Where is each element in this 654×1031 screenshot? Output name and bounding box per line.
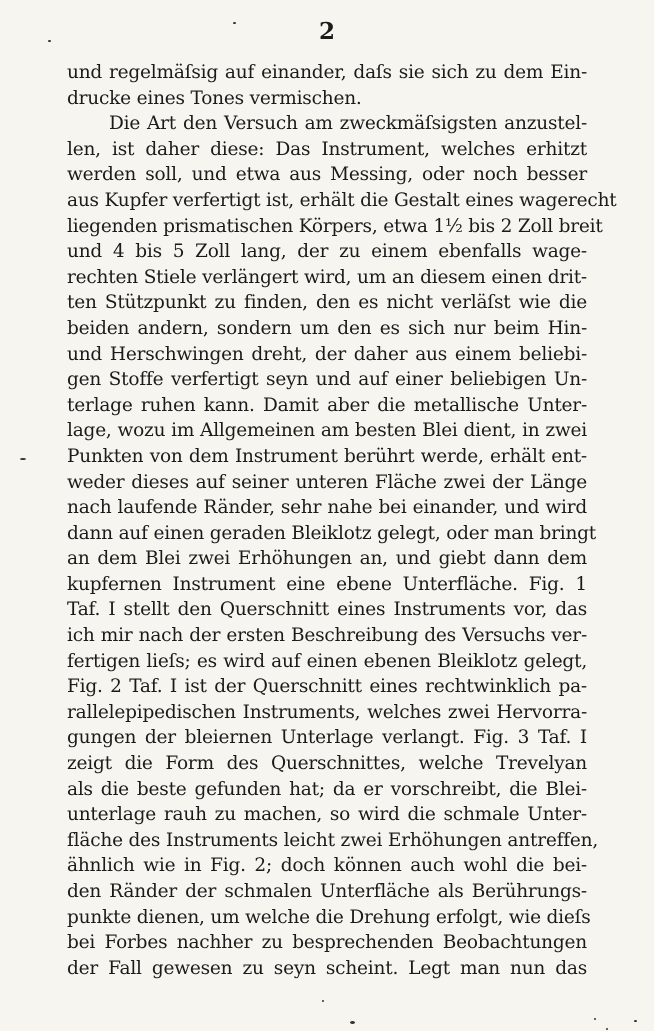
text-line: Fig. 2 Taf. I ist der Querschnitt eines rechtwinklich pa-	[67, 676, 587, 698]
scan-speck	[350, 1021, 355, 1024]
text-line: lage, wozu im Allgemeinen am besten Blei dient, in zwei	[67, 420, 587, 442]
scan-speck	[634, 1020, 637, 1022]
text-line: punkte dienen, um welche die Drehung erfolgt, wie dieſs	[67, 906, 591, 928]
scan-speck	[48, 40, 51, 42]
text-line: und Herschwingen dreht, der daher aus einem beliebi-	[67, 343, 587, 365]
text-line: und 4 bis 5 Zoll lang, der zu einem ebenfalls wage-	[67, 241, 587, 263]
text-line: rallelepipedischen Instruments, welches zwei Hervorra-	[67, 701, 587, 723]
text-line: zeigt die Form des Querschnittes, welche Trevelyan	[67, 753, 587, 775]
scan-speck	[594, 1018, 596, 1020]
text-line: rechten Stiele verlängert wird, um an diesem einen drit-	[67, 266, 587, 288]
text-line: drucke eines Tones vermischen.	[67, 87, 362, 109]
text-line: fläche des Instruments leicht zwei Erhöhungen antreffen,	[67, 829, 599, 851]
text-line: kupfernen Instrument eine ebene Unterfläche. Fig. 1	[67, 573, 587, 595]
text-line: den Ränder der schmalen Unterfläche als Berührungs-	[67, 881, 587, 902]
text-line: ähnlich wie in Fig. 2; doch können auch wohl die bei-	[67, 855, 587, 877]
body-text	[67, 60, 617, 981]
text-line: fertigen lieſs; es wird auf einen ebenen Bleiklotz gelegt,	[67, 650, 587, 672]
text-line: nach laufende Ränder, sehr nahe bei einander, und wird	[67, 497, 587, 519]
page-number: 2	[318, 18, 335, 45]
text-line: aus Kupfer verfertigt ist, erhält die Gestalt eines wagerecht	[67, 189, 617, 211]
text-line: ich mir nach der ersten Beschreibung des Versuchs ver-	[67, 625, 587, 647]
text-line: weder dieses auf seiner unteren Fläche zwei der Länge	[67, 471, 587, 493]
text-line: gungen der bleiernen Unterlage verlangt. Fig. 3 Taf. I	[67, 727, 587, 749]
text-line: als die beste gefunden hat; da er vorschreibt, die Blei-	[67, 778, 587, 800]
text-line: terlage ruhen kann. Damit aber die metallische Unter-	[67, 394, 587, 416]
text-line: len, ist daher diese: Das Instrument, welches erhitzt	[67, 138, 587, 160]
text-line: dann auf einen geraden Bleiklotz gelegt, oder man bringt	[67, 522, 597, 544]
scan-speck	[20, 458, 26, 460]
text-line: liegenden prismatischen Körpers, etwa 1½ bis 2 Zoll breit	[67, 215, 603, 237]
text-line: Taf. I stellt den Querschnitt eines Instruments vor, das	[67, 599, 587, 621]
text-line: Die Art den Versuch am zweckmäſsigsten anzustel-	[109, 113, 587, 135]
scan-speck	[606, 1028, 608, 1030]
text-line: unterlage rauh zu machen, so wird die schmale Unter-	[67, 804, 587, 826]
text-line: bei Forbes nachher zu besprechenden Beobachtungen	[67, 932, 587, 954]
text-line: der Fall gewesen zu seyn scheint. Legt man nun das	[67, 957, 587, 979]
text-line: beiden andern, sondern um den es sich nur beim Hin-	[67, 317, 587, 339]
text-line: Punkten von dem Instrument berührt werde, erhält ent-	[67, 445, 587, 467]
scan-speck	[322, 1000, 324, 1002]
text-line: werden soll, und etwa aus Messing, oder noch besser	[67, 164, 587, 186]
scan-speck	[233, 22, 236, 24]
text-line: gen Stoffe verfertigt seyn und auf einer beliebigen Un-	[67, 369, 587, 391]
text-line: an dem Blei zwei Erhöhungen an, und giebt dann dem	[67, 548, 587, 570]
text-line: ten Stützpunkt zu finden, den es nicht verläſst wie die	[67, 292, 587, 314]
text-line: und regelmäſsig auf einander, daſs sie sich zu dem Ein-	[67, 62, 587, 83]
